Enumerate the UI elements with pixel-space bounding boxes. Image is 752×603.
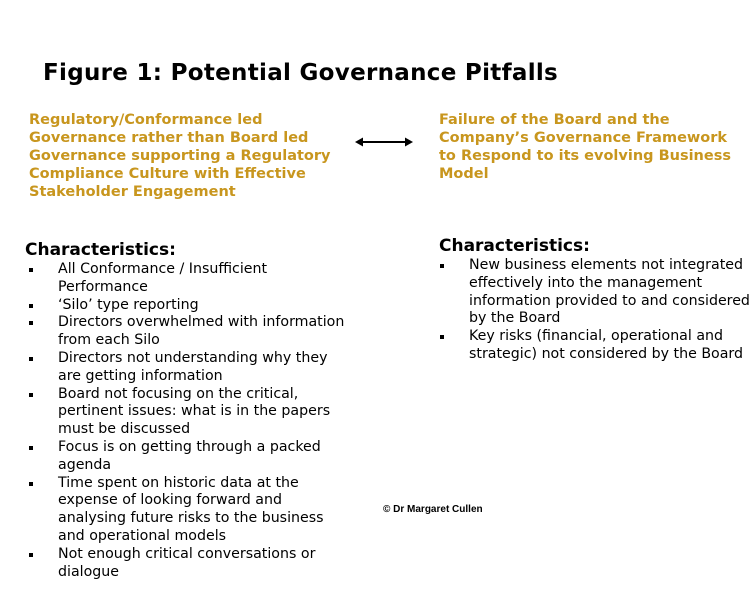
list-item: Board not focusing on the critical, pertinent issues: what is in the papers must be discussed bbox=[25, 386, 350, 439]
bullet-icon bbox=[440, 335, 444, 339]
right-characteristics-list bbox=[436, 257, 752, 364]
list-item: Directors overwhelmed with information from each Silo bbox=[25, 314, 350, 350]
bullet-icon bbox=[29, 393, 33, 397]
list-item: Focus is on getting through a packed agenda bbox=[25, 439, 350, 475]
double-headed-arrow-icon bbox=[355, 134, 413, 150]
bullet-icon bbox=[29, 321, 33, 325]
right-box-heading: Failure of the Board and the Company’s Governance Framework to Respond to its evolving Business Model bbox=[439, 112, 731, 182]
list-item: Not enough critical conversations or dialogue bbox=[25, 546, 350, 582]
bullet-icon bbox=[29, 268, 33, 272]
figure-title: Figure 1: Potential Governance Pitfalls bbox=[43, 60, 559, 86]
bullet-icon bbox=[29, 482, 33, 486]
left-box-heading: Regulatory/Conformance led Governance rather than Board led Governance supporting a Regulatory Compliance Culture with Effective Stakeholder Engagement bbox=[29, 112, 331, 200]
bullet-icon bbox=[29, 446, 33, 450]
list-item: Time spent on historic data at the expense of looking forward and analysing future risks to the business and operational models bbox=[25, 475, 350, 546]
list-item: Key risks (financial, operational and strategic) not considered by the Board bbox=[436, 328, 752, 364]
left-characteristics-heading: Characteristics: bbox=[25, 240, 176, 260]
left-characteristics-list bbox=[25, 261, 350, 581]
bullet-icon bbox=[29, 304, 33, 308]
bullet-icon bbox=[29, 553, 33, 557]
list-item: New business elements not integrated effectively into the management information provided to and considered by the Board bbox=[436, 257, 752, 328]
list-item: All Conformance / Insufficient Performance bbox=[25, 261, 350, 297]
list-item: ‘Silo’ type reporting bbox=[25, 297, 350, 315]
bullet-icon bbox=[440, 264, 444, 268]
right-characteristics-heading: Characteristics: bbox=[439, 236, 590, 256]
copyright-notice: © Dr Margaret Cullen bbox=[383, 504, 483, 515]
bullet-icon bbox=[29, 357, 33, 361]
list-item: Directors not understanding why they are getting information bbox=[25, 350, 350, 386]
